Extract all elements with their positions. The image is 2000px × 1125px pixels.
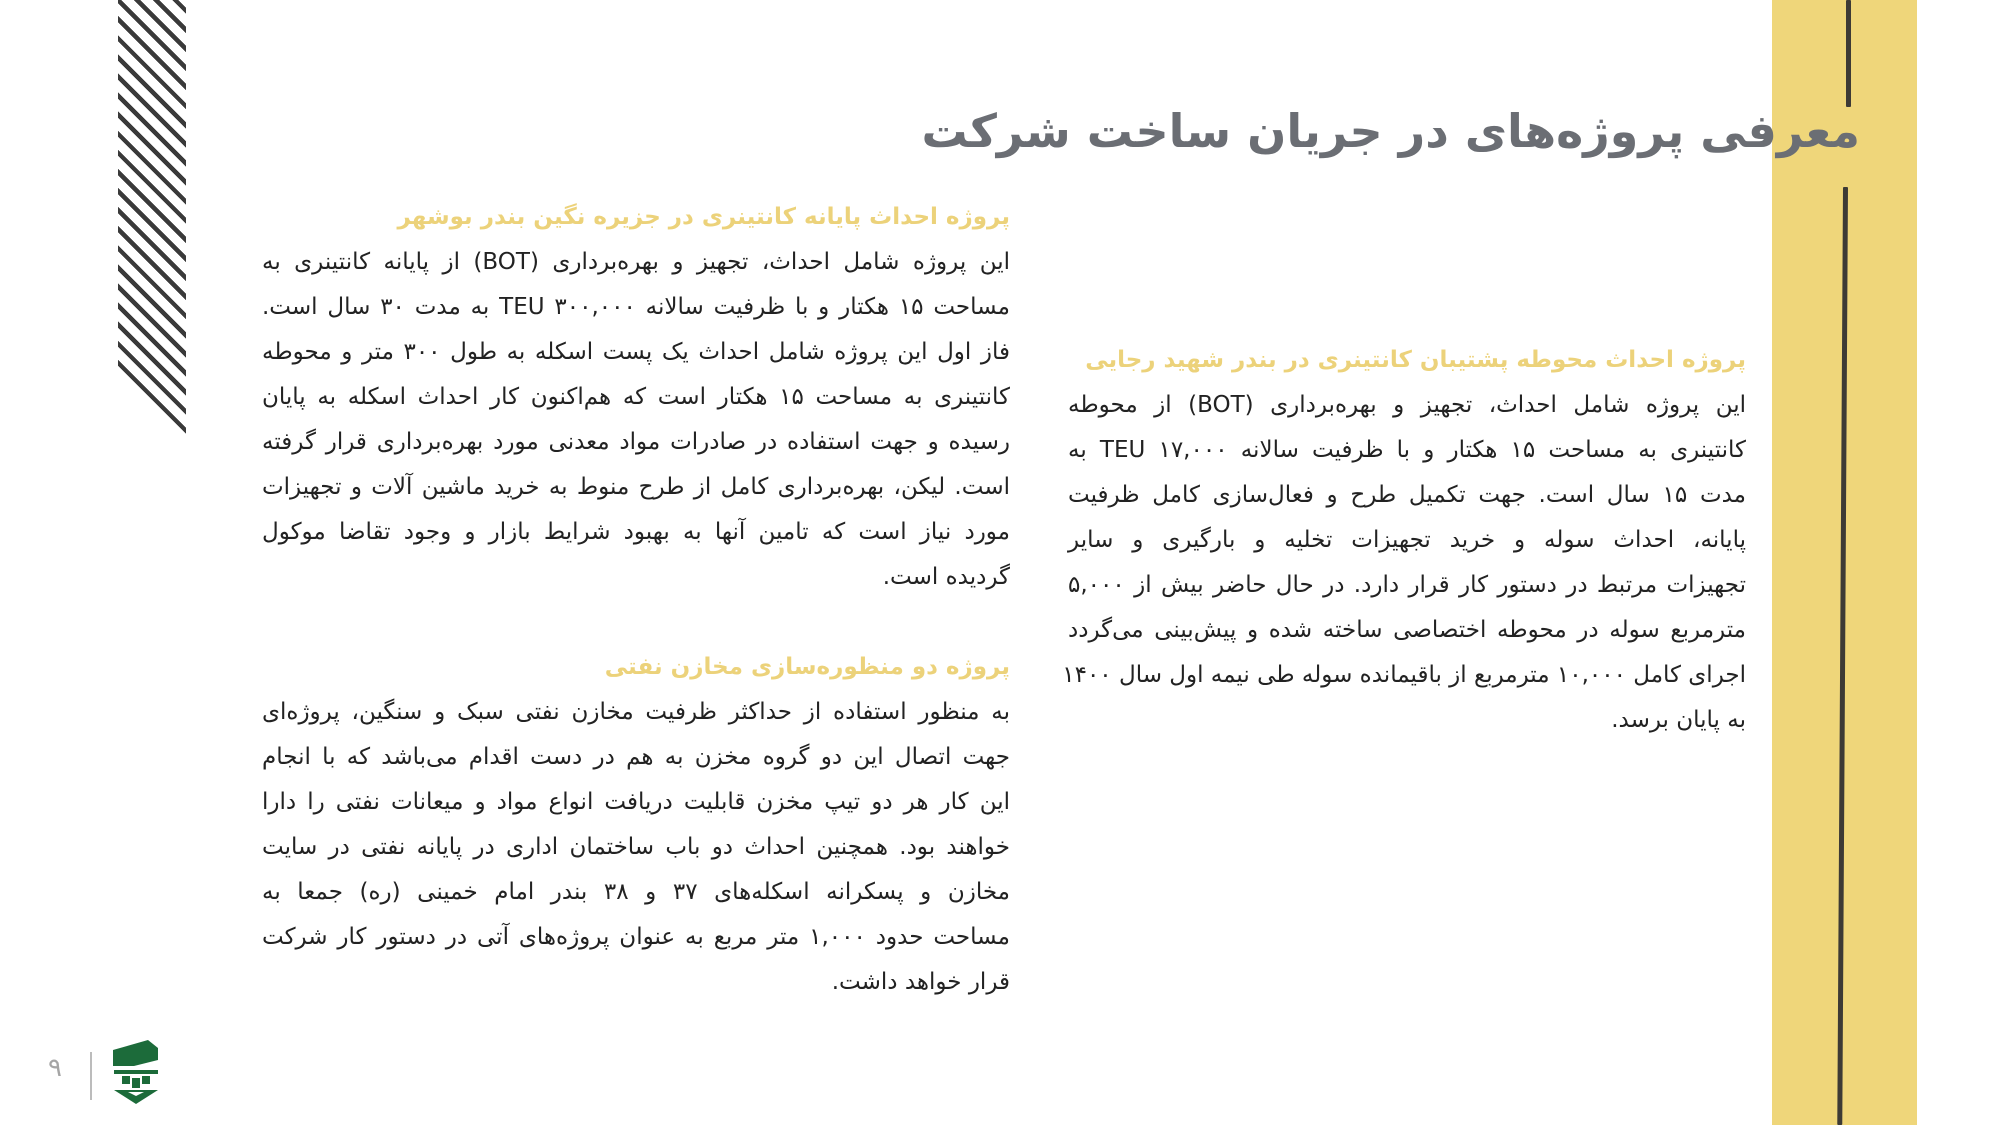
section-body <box>262 240 1010 600</box>
body-line: تجهیزات مرتبط در دستور کار قرار دارد. در حال حاضر بیش از ۵,۰۰۰ <box>1068 572 1746 598</box>
body-line: این پروژه شامل احداث، تجهیز و بهره‌برداری (BOT) از محوطه <box>1068 392 1746 418</box>
body-line: اجرای کامل ۱۰,۰۰۰ مترمربع از باقیمانده سوله طی نیمه اول سال ۱۴۰۰ <box>1062 662 1746 688</box>
body-line: مساحت حدود ۱,۰۰۰ متر مربع به عنوان پروژه‌های آتی در دستور کار شرکت <box>262 924 1010 950</box>
section-heading: پروژه احداث محوطه پشتیبان کانتینری در بندر شهید رجایی <box>1085 347 1746 373</box>
body-line: گردیده است. <box>882 564 1010 590</box>
body-line: پایانه، احداث سوله و خرید تجهیزات تخلیه و بارگیری و سایر <box>1068 527 1746 553</box>
body-line: رسیده و جهت استفاده در صادرات مواد معدنی مورد بهره‌برداری قرار گرفته <box>262 429 1010 455</box>
body-line: مترمربع سوله در محوطه اختصاصی ساخته شده و پیش‌بینی می‌گردد <box>1068 617 1746 643</box>
body-line: مدت ۱۵ سال است. جهت تکمیل طرح و فعال‌سازی کامل ظرفیت <box>1068 482 1746 508</box>
slide-title: معرفی پروژه‌های در جریان ساخت شرکت <box>921 104 1860 158</box>
section-body <box>1062 383 1746 743</box>
page-number: ۹ <box>48 1053 62 1083</box>
body-line: قرار خواهد داشت. <box>831 969 1010 995</box>
body-line: است. لیکن، بهره‌برداری کامل از طرح منوط به خرید ماشین آلات و تجهیزات <box>262 474 1010 500</box>
section-heading: پروژه احداث پایانه کانتینری در جزیره نگین بندر بوشهر <box>397 204 1010 230</box>
body-line: این پروژه شامل احداث، تجهیز و بهره‌برداری (BOT) از پایانه کانتینری به <box>262 249 1010 275</box>
section-body <box>262 690 1010 1005</box>
body-line: مساحت ۱۵ هکتار و با ظرفیت سالانه ۳۰۰,۰۰۰ TEU به مدت ۳۰ سال است. <box>262 294 1010 320</box>
body-line: فاز اول این پروژه شامل احداث یک پست اسکله به طول ۳۰۰ متر و محوطه <box>262 339 1010 365</box>
body-line: به منظور استفاده از حداکثر ظرفیت مخازن نفتی سبک و سنگین، پروژه‌ای <box>262 699 1010 725</box>
company-logo-icon <box>110 1038 162 1106</box>
accent-line-top <box>1846 0 1851 107</box>
body-line: به پایان برسد. <box>1611 707 1746 733</box>
body-line: مورد نیاز است که تامین آنها به بهبود شرایط بازار و وجود تقاضا موکول <box>262 519 1010 545</box>
section-heading: پروژه دو منظوره‌سازی مخازن نفتی <box>604 654 1010 680</box>
body-line: جهت اتصال این دو گروه مخزن به هم در دست اقدام می‌باشد که با انجام <box>262 744 1010 770</box>
project-section-shahid-rajaee <box>1062 343 1746 743</box>
body-line: این کار هر دو تیپ مخزن قابلیت دریافت انواع مواد و میعانات نفتی را دارا <box>262 789 1010 815</box>
body-line: کانتینری به مساحت ۱۵ هکتار و با ظرفیت سالانه ۱۷,۰۰۰ TEU به <box>1068 437 1746 463</box>
body-line: مخازن و پسکرانه اسکله‌های ۳۷ و ۳۸ بندر امام خمینی (ره) جمعا به <box>262 879 1010 905</box>
body-line: کانتینری به مساحت ۱۵ هکتار است که هم‌اکنون کار احداث اسکله به پایان <box>262 384 1010 410</box>
project-section-bushehr <box>262 200 1010 600</box>
body-line: خواهند بود. همچنین احداث دو باب ساختمان اداری در پایانه نفتی در سایت <box>262 834 1010 860</box>
project-section-oil-tanks <box>262 650 1010 1005</box>
diagonal-hatch-decoration <box>118 0 186 436</box>
footer-divider <box>90 1052 92 1100</box>
